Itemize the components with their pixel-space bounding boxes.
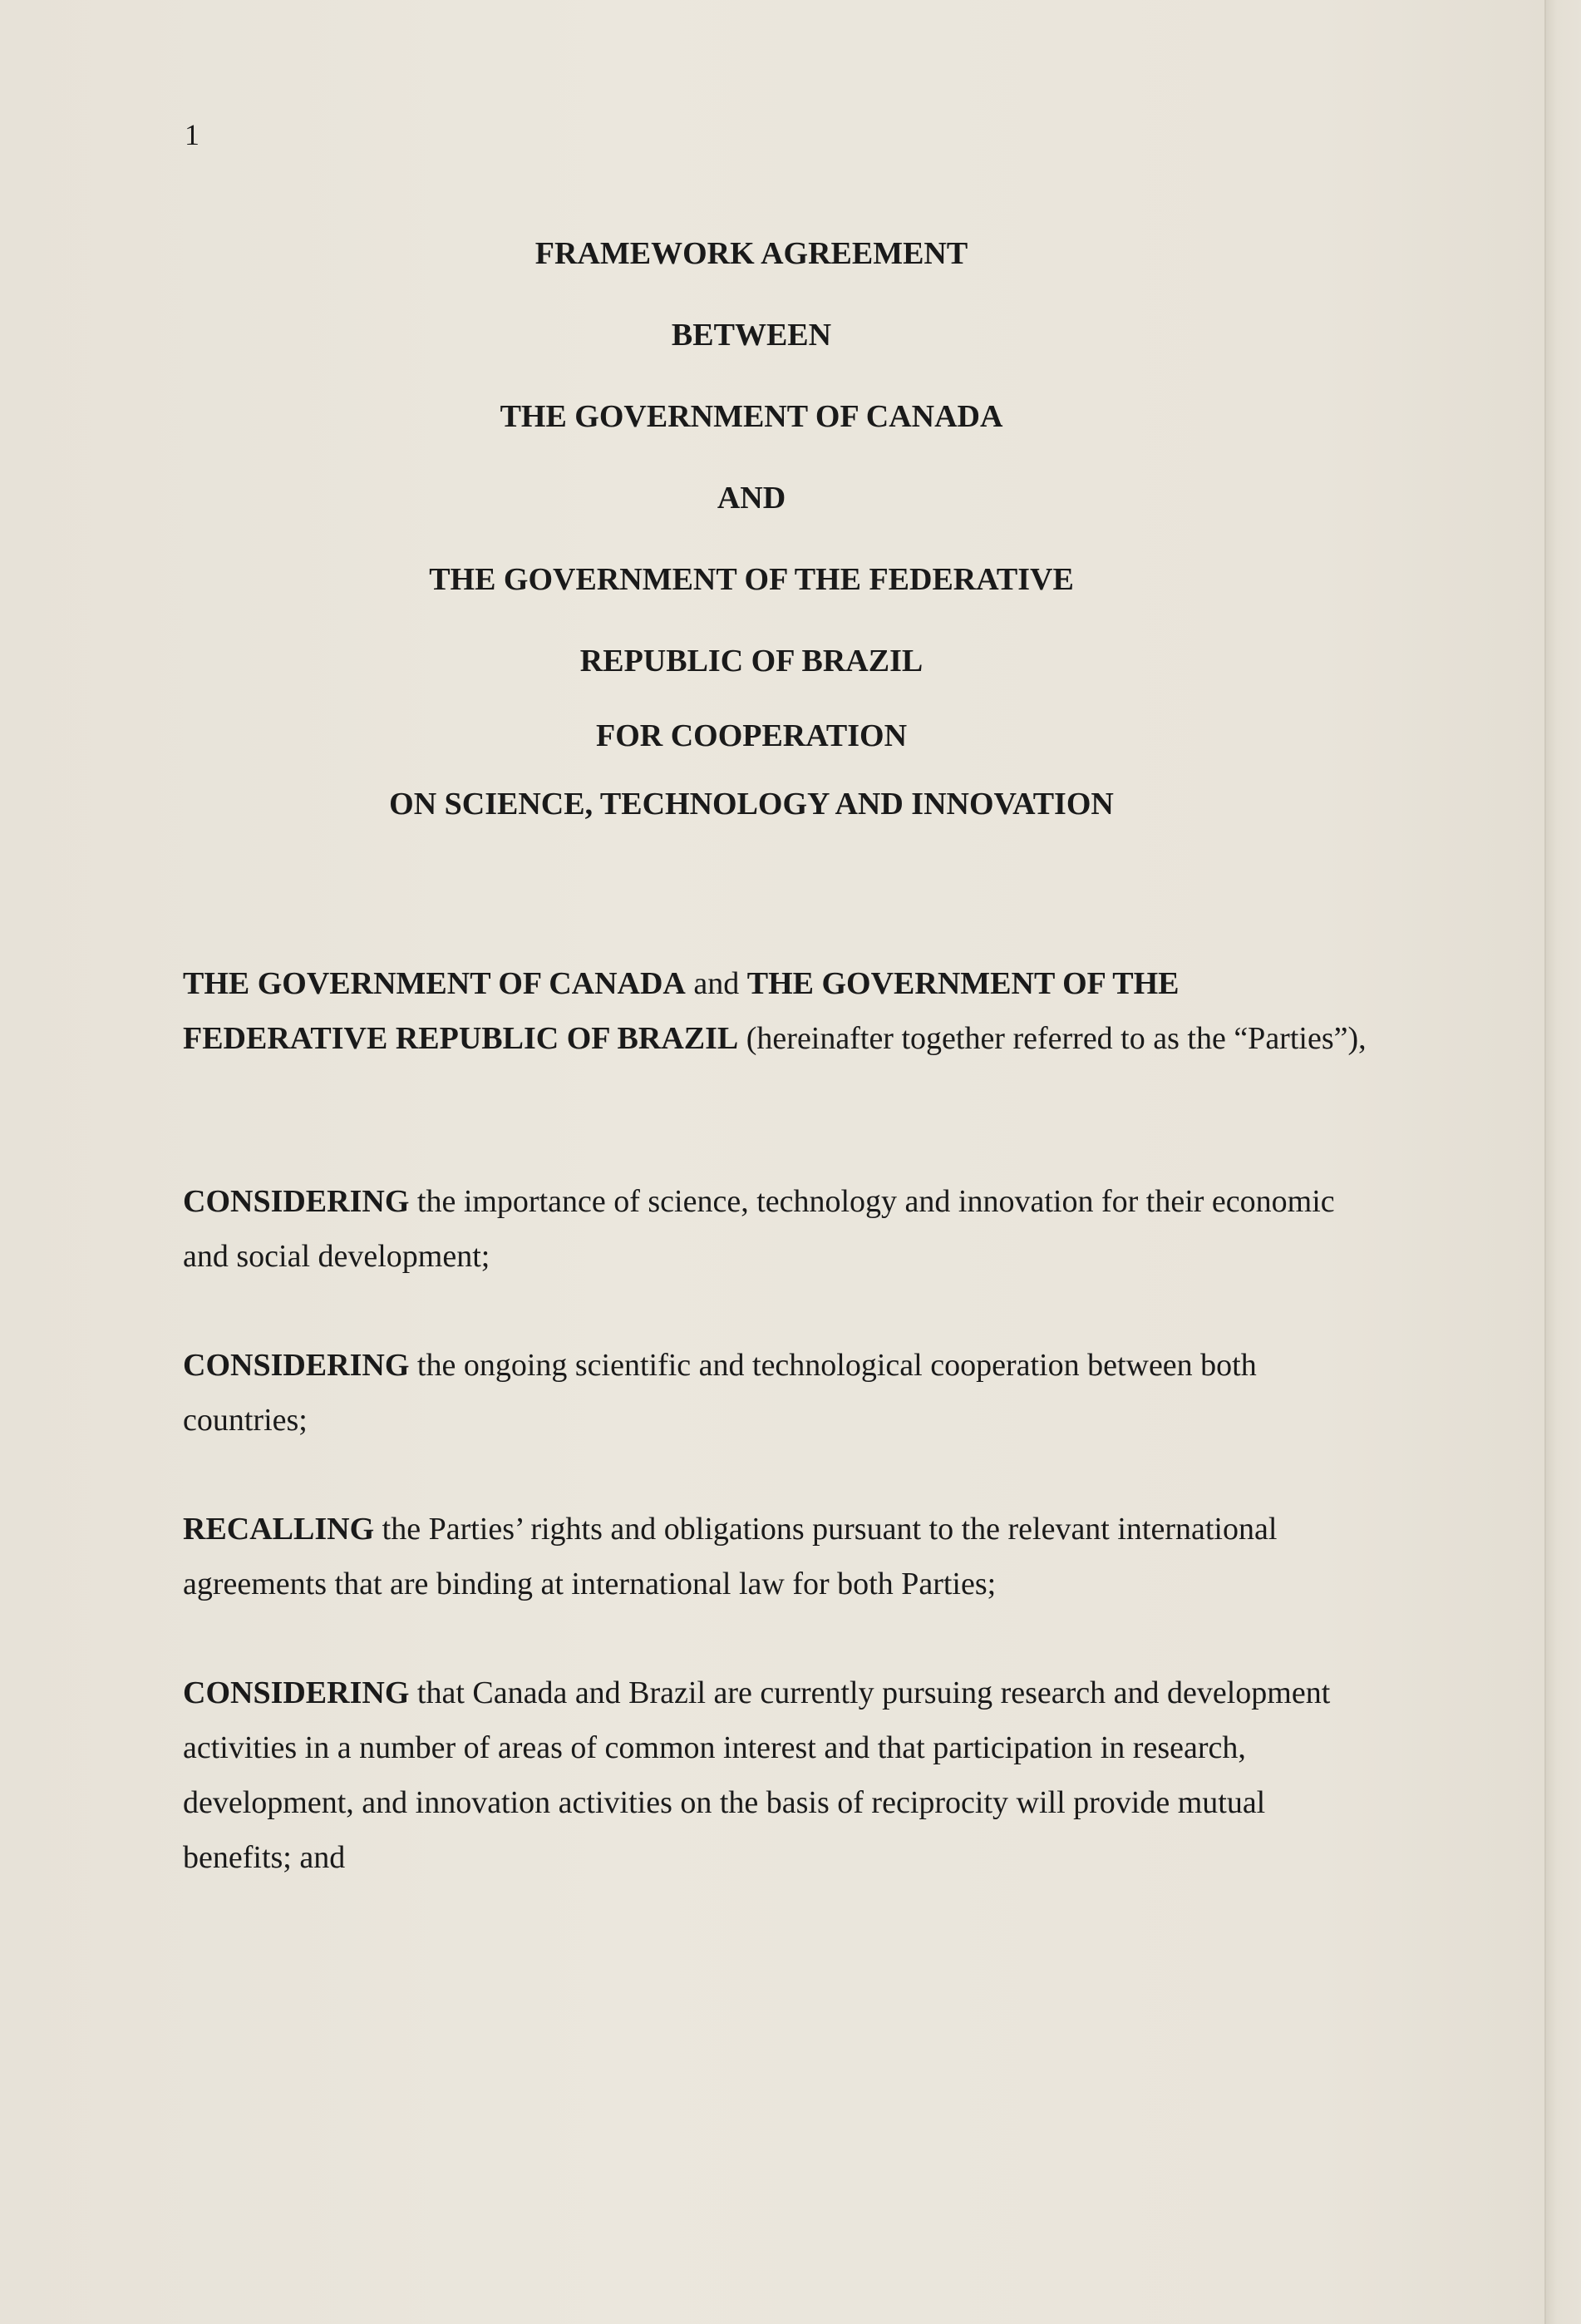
preamble-party-brazil: THE GOVERNMENT OF THE FEDERATIVE REPUBLIC OF BRAZIL [183,966,1180,1056]
clause-paragraph [183,1665,1372,1885]
clause-paragraph [183,1174,1372,1284]
title-line-1: FRAMEWORK AGREEMENT [534,236,968,271]
clause-paragraph [183,1338,1372,1448]
clause-keyword: CONSIDERING [183,1348,410,1383]
clause-text: that Canada and Brazil are currently pursuing research and development activities in a number of areas of common interest and that participation in research, development, and innovation activities on the basis of reciprocity will provide mutual benefits; and [183,1675,1331,1875]
title-line-3: THE GOVERNMENT OF CANADA [500,399,1003,434]
title-line-6: REPUBLIC OF BRAZIL [579,644,923,678]
clause-keyword: CONSIDERING [183,1675,410,1710]
clause-keyword: RECALLING [183,1512,375,1547]
title-line-7: FOR COOPERATION [595,718,908,753]
title-line-2: BETWEEN [671,318,832,353]
page-edge [1544,0,1581,2324]
clause-keyword: CONSIDERING [183,1184,410,1219]
title-line-5: THE GOVERNMENT OF THE FEDERATIVE [429,562,1074,597]
title-line-8: ON SCIENCE, TECHNOLOGY AND INNOVATION [389,787,1114,822]
page-number: 1 [185,118,199,151]
title-line-4: AND [717,481,786,516]
clause-paragraph [183,1502,1372,1611]
clause-text: the importance of science, technology and innovation for their economic and social development; [183,1184,1335,1274]
preamble-paragraph [183,956,1372,1066]
preamble-party-canada: THE GOVERNMENT OF CANADA [183,966,686,1001]
clause-text: the Parties’ rights and obligations pursuant to the relevant international agreements that are binding at international law for both Parties; [183,1512,1278,1601]
preamble-conjunction: and [685,966,747,1001]
clause-text: the ongoing scientific and technological cooperation between both countries; [183,1348,1257,1438]
preamble-text: (hereinafter together referred to as the “Parties”), [738,1021,1367,1056]
